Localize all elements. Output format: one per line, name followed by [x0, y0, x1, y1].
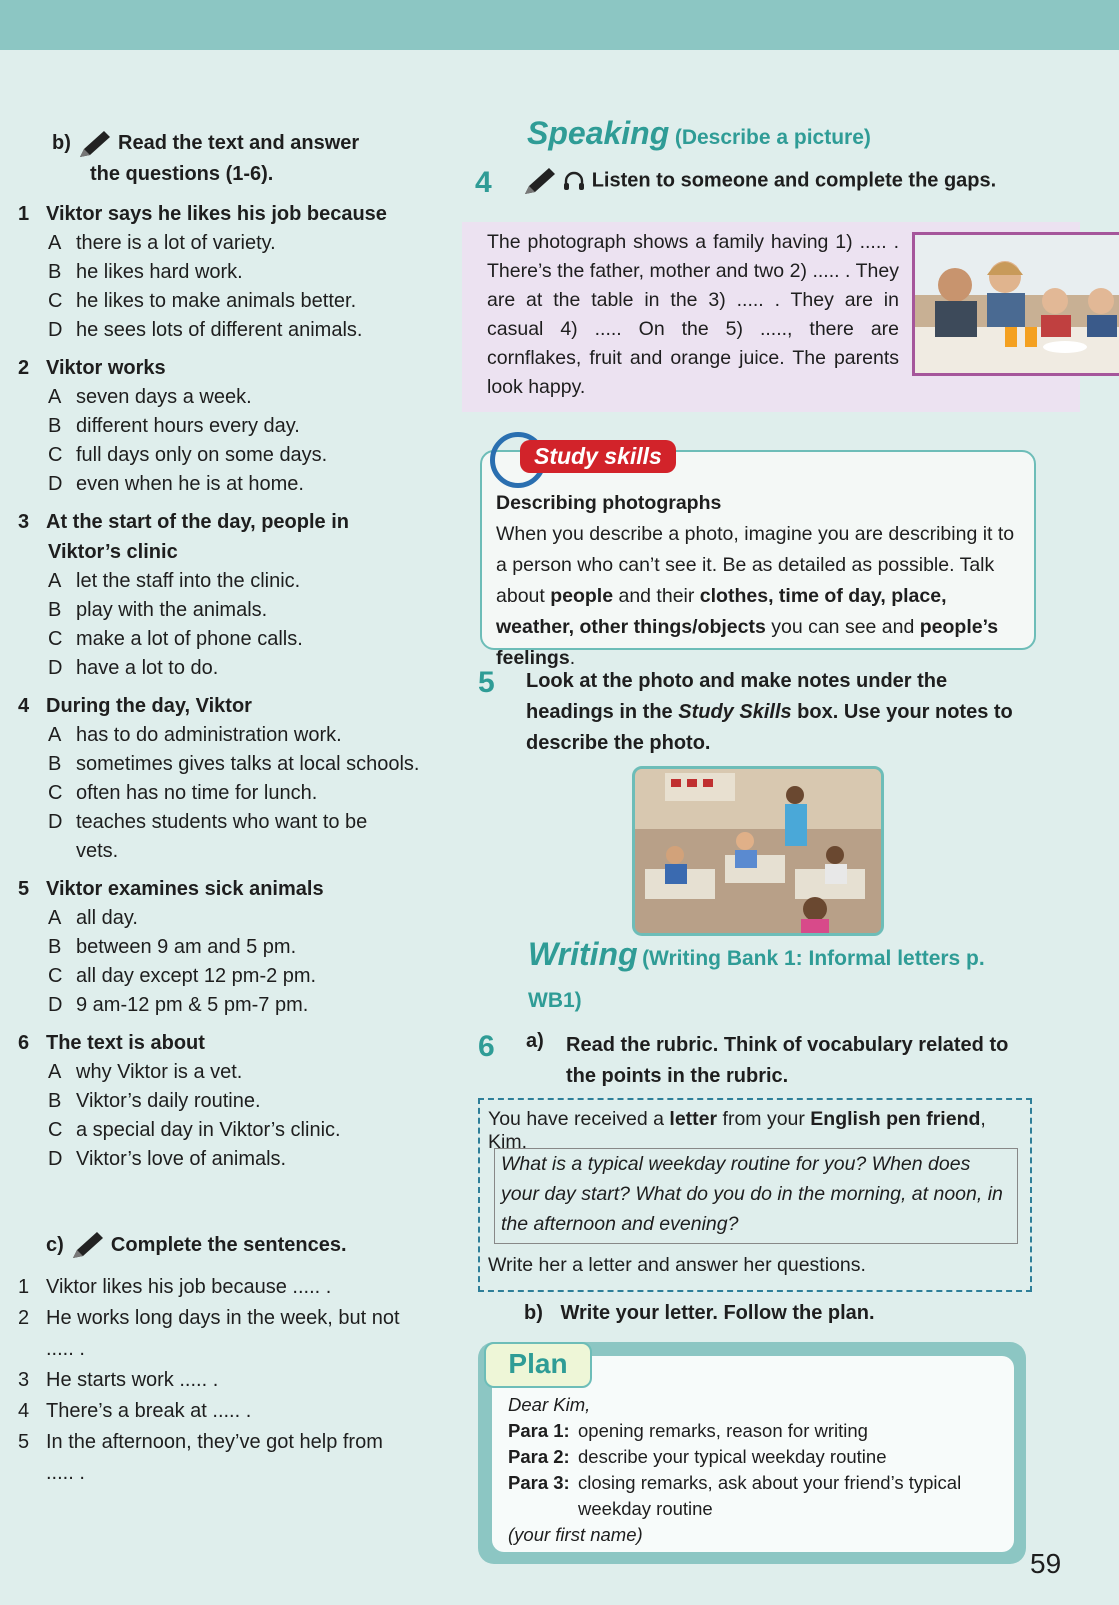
question-number: 2	[18, 356, 30, 379]
exercise-b-instruction: Read the text and answer	[118, 132, 360, 154]
question-text: The text is about	[46, 1031, 205, 1054]
pencil-icon	[521, 166, 557, 196]
answer-option	[18, 962, 438, 991]
question-text: Viktor examines sick animals	[46, 877, 324, 900]
answer-option	[18, 750, 438, 779]
option-letter: C	[48, 443, 63, 466]
exercise-6-number: 6	[478, 1030, 495, 1063]
option-text: he sees lots of different animals.	[76, 318, 363, 341]
option-letter: D	[48, 656, 63, 679]
answer-option	[18, 1145, 438, 1174]
left-column	[18, 128, 438, 1489]
sentence-number: 2	[18, 1307, 30, 1330]
study-skills-content	[496, 488, 1026, 674]
writing-subtitle: (Writing Bank 1: Informal letters p. WB1)	[528, 947, 985, 1012]
option-letter: B	[48, 935, 62, 958]
plan-text	[508, 1392, 1008, 1548]
option-text: a special day in Viktor’s clinic.	[76, 1118, 341, 1141]
exercise-4-instruction: Listen to someone and complete the gaps.	[591, 169, 997, 192]
option-letter: B	[48, 414, 62, 437]
sentence-text: He starts work ..... .	[46, 1369, 219, 1392]
plan-para-text: closing remarks, ask about your friend’s typical	[578, 1472, 962, 1493]
plan-signature: (your first name)	[508, 1524, 643, 1545]
exercise-6a-label: a)	[526, 1030, 544, 1052]
exercise-b-header	[18, 128, 438, 159]
plan-para-label: Para 1:	[508, 1420, 570, 1441]
speaking-heading	[475, 115, 1035, 152]
answer-option	[18, 1087, 438, 1116]
option-text: he likes to make animals better.	[76, 289, 357, 312]
exercise-c-header	[18, 1230, 438, 1261]
sentence-item	[18, 1272, 438, 1303]
question-stem	[18, 874, 438, 904]
answer-option	[18, 625, 438, 654]
study-skills-tag: Study skills	[520, 440, 676, 473]
answer-option	[18, 779, 438, 808]
answer-option	[18, 470, 438, 499]
option-letter: D	[48, 810, 63, 833]
answer-option	[18, 1058, 438, 1087]
option-text: let the staff into the clinic.	[76, 569, 301, 592]
option-letter: A	[48, 1060, 62, 1083]
question-number: 5	[18, 877, 30, 900]
option-text: sometimes gives talks at local schools.	[76, 752, 420, 775]
plan-item	[508, 1418, 1008, 1444]
sentence-item	[18, 1365, 438, 1396]
sentence-number: 1	[18, 1276, 30, 1299]
option-letter: A	[48, 231, 62, 254]
plan-item	[508, 1470, 1008, 1496]
pencil-icon	[76, 129, 112, 159]
headphones-icon	[562, 169, 586, 193]
right-column	[475, 115, 1035, 200]
question-stem	[18, 1028, 438, 1058]
study-skills-paragraph: When you describe a photo, imagine you are describing it to a person who can’t see it. Be as detailed as possible. Talk about people and their clothes, time of day, place, weather, other things/objects you can see and people’s feelings.	[496, 523, 1015, 669]
plan-item	[508, 1444, 1008, 1470]
study-skills-heading: Describing photographs	[496, 492, 722, 514]
option-text: even when he is at home.	[76, 472, 304, 495]
rubric-line-3: Write her a letter and answer her questions.	[488, 1254, 866, 1276]
family-breakfast-photo	[912, 232, 1119, 376]
answer-option	[18, 721, 438, 750]
option-text: has to do administration work.	[76, 723, 342, 746]
question-number: 6	[18, 1031, 30, 1054]
option-text: have a lot to do.	[76, 656, 219, 679]
question-text: Viktor works	[46, 356, 166, 379]
option-letter: D	[48, 1147, 63, 1170]
exercise-c-instruction: Complete the sentences.	[110, 1233, 347, 1256]
plan-items	[508, 1418, 1008, 1522]
answer-option	[18, 229, 438, 258]
option-letter: C	[48, 627, 63, 650]
option-text-line2: vets.	[76, 839, 119, 862]
answer-option	[18, 904, 438, 933]
question-stem	[18, 507, 438, 537]
option-letter: A	[48, 569, 62, 592]
classroom-photo	[632, 766, 884, 936]
sentence-number: 5	[18, 1431, 30, 1454]
option-letter: B	[48, 1089, 62, 1112]
sentence-item	[18, 1396, 438, 1427]
sentence-text-line2: ..... .	[46, 1338, 85, 1361]
answer-option	[18, 808, 438, 837]
questions-list	[18, 199, 438, 1174]
question-stem	[18, 199, 438, 229]
speaking-subtitle: (Describe a picture)	[674, 126, 871, 149]
option-text: all day except 12 pm-2 pm.	[76, 964, 317, 987]
option-letter: C	[48, 289, 63, 312]
option-letter: B	[48, 260, 62, 283]
plan-para-text: describe your typical weekday routine	[578, 1446, 887, 1467]
question-stem	[18, 353, 438, 383]
option-letter: A	[48, 723, 62, 746]
question-stem	[18, 691, 438, 721]
sentences-list	[18, 1272, 438, 1489]
sentence-text: Viktor likes his job because ..... .	[46, 1276, 332, 1299]
option-text: teaches students who want to be	[76, 810, 368, 833]
answer-option	[18, 567, 438, 596]
speaking-title: Speaking	[527, 115, 670, 151]
option-text: Viktor’s daily routine.	[76, 1089, 261, 1112]
sentence-text: There’s a break at ..... .	[46, 1400, 252, 1423]
writing-title: Writing	[528, 936, 638, 972]
option-letter: D	[48, 472, 63, 495]
answer-option	[18, 258, 438, 287]
option-text: different hours every day.	[76, 414, 300, 437]
question-number: 1	[18, 202, 30, 225]
plan-para-label: Para 2:	[508, 1446, 570, 1467]
answer-option	[18, 991, 438, 1020]
exercise-6b-instruction: Write your letter. Follow the plan.	[560, 1302, 875, 1324]
exercise-c-label: c)	[46, 1233, 64, 1256]
question-number: 3	[18, 510, 30, 533]
exercise-6a	[478, 1030, 1023, 1092]
option-text: there is a lot of variety.	[76, 231, 276, 254]
option-letter: A	[48, 385, 62, 408]
plan-tag: Plan	[484, 1342, 592, 1388]
exercise-6b-label: b)	[524, 1302, 543, 1324]
exercise-5	[478, 666, 1018, 759]
answer-option	[18, 316, 438, 345]
answer-option	[18, 1116, 438, 1145]
option-text: often has no time for lunch.	[76, 781, 318, 804]
answer-option	[18, 441, 438, 470]
option-letter: C	[48, 781, 63, 804]
rubric-line-1: You have received a letter from your English pen friend, Kim.	[488, 1108, 986, 1153]
answer-option	[18, 933, 438, 962]
question-text-line2: Viktor’s clinic	[48, 540, 178, 563]
exercise-4-gap-text: The photograph shows a family having 1) ..... . There’s the father, mother and two 2) ..... . They are at the table in the 3) ..... . They are in casual 4) ..... On the 5) ....., there are cornflakes, fruit and orange juice. The parents look happy.	[487, 231, 899, 398]
answer-option	[18, 596, 438, 625]
sentence-text-line2: ..... .	[46, 1462, 85, 1485]
plan-para-label: Para 3:	[508, 1472, 570, 1493]
page-number: 59	[1030, 1548, 1062, 1579]
answer-option	[18, 412, 438, 441]
sentence-item	[18, 1427, 438, 1458]
option-letter: C	[48, 964, 63, 987]
exercise-5-instruction: Look at the photo and make notes under the headings in the Study Skills box. Use your notes to describe the photo.	[526, 670, 1013, 754]
rubric-quote: What is a typical weekday routine for you? When does your day start? What do you do in the morning, at noon, in the afternoon and evening?	[494, 1148, 1018, 1244]
answer-option	[18, 287, 438, 316]
question-text: At the start of the day, people in	[46, 510, 349, 533]
exercise-4-header	[475, 166, 1035, 200]
option-letter: B	[48, 752, 62, 775]
plan-para-text-line2: weekday routine	[578, 1498, 713, 1519]
option-letter: C	[48, 1118, 63, 1141]
exercise-4-number: 4	[475, 166, 492, 199]
question-number: 4	[18, 694, 30, 717]
exercise-5-number: 5	[478, 666, 495, 699]
option-text: make a lot of phone calls.	[76, 627, 303, 650]
sentence-text: In the afternoon, they’ve got help from	[46, 1431, 383, 1454]
option-text: play with the animals.	[76, 598, 268, 621]
sentence-number: 4	[18, 1400, 30, 1423]
option-text: why Viktor is a vet.	[76, 1060, 243, 1083]
writing-heading	[528, 936, 1028, 1020]
answer-option	[18, 383, 438, 412]
pencil-icon	[69, 1230, 105, 1260]
option-letter: B	[48, 598, 62, 621]
question-text: During the day, Viktor	[46, 694, 252, 717]
option-text: he likes hard work.	[76, 260, 243, 283]
exercise-b-label: b)	[52, 132, 71, 154]
plan-greeting: Dear Kim,	[508, 1394, 591, 1415]
option-text: Viktor’s love of animals.	[76, 1147, 287, 1170]
plan-para-text: opening remarks, reason for writing	[578, 1420, 868, 1441]
exercise-6a-instruction: Read the rubric. Think of vocabulary related to the points in the rubric.	[566, 1034, 1009, 1087]
exercise-6b	[524, 1302, 875, 1325]
option-text: full days only on some days.	[76, 443, 328, 466]
top-color-band	[0, 0, 1119, 50]
option-text: all day.	[76, 906, 138, 929]
exercise-b-instruction-line2: the questions (1-6).	[90, 162, 274, 185]
option-text: between 9 am and 5 pm.	[76, 935, 297, 958]
sentence-number: 3	[18, 1369, 30, 1392]
answer-option	[18, 654, 438, 683]
sentence-text: He works long days in the week, but not	[46, 1307, 400, 1330]
option-text: 9 am-12 pm & 5 pm-7 pm.	[76, 993, 309, 1016]
option-letter: A	[48, 906, 62, 929]
option-text: seven days a week.	[76, 385, 252, 408]
sentence-item	[18, 1303, 438, 1334]
option-letter: D	[48, 993, 63, 1016]
option-letter: D	[48, 318, 63, 341]
question-text: Viktor says he likes his job because	[46, 202, 387, 225]
